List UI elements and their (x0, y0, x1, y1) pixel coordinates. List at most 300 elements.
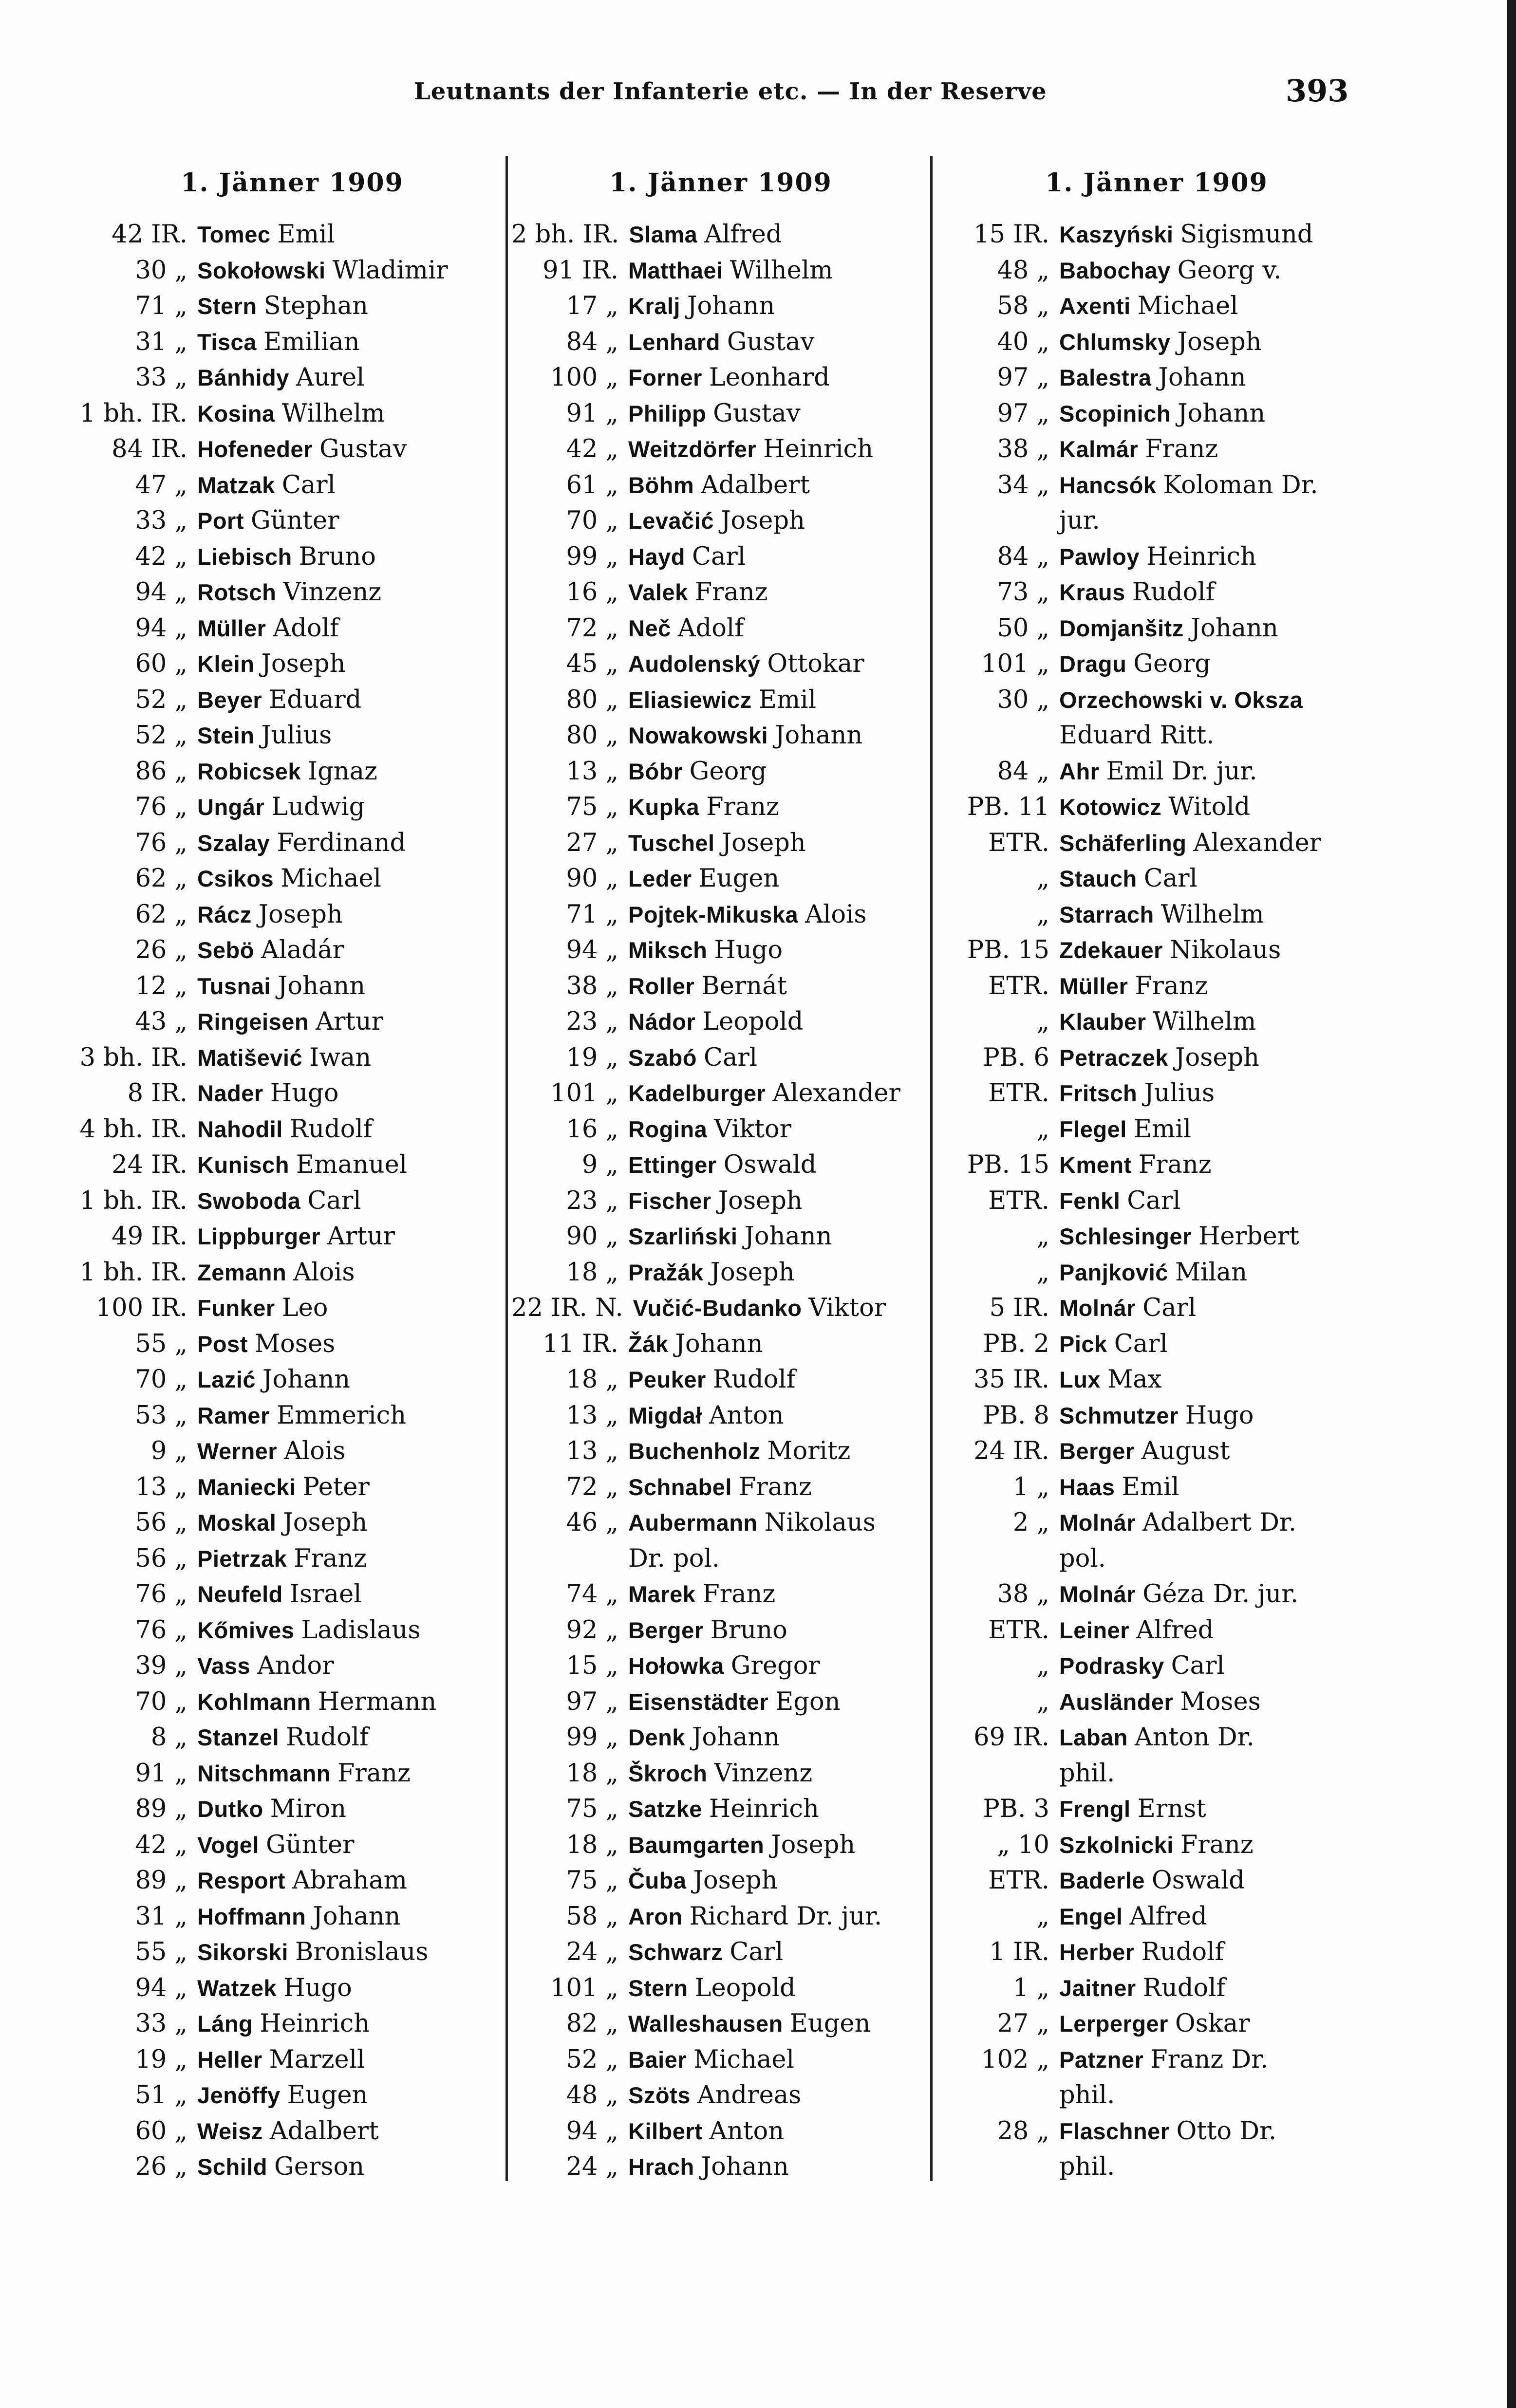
regiment-code: 99 „ (566, 542, 618, 571)
column-2 (511, 168, 930, 2185)
regiment-code: 89 „ (135, 1795, 187, 1823)
regiment-code: 94 „ (566, 936, 618, 964)
given-name: Géza Dr. jur. (1142, 1580, 1299, 1609)
regiment-code: 52 „ (135, 685, 187, 714)
surname: Pojtek-Mikuska (628, 901, 799, 927)
surname: Kralj (628, 293, 680, 319)
given-name: Julius (261, 721, 332, 750)
given-name: Egon (775, 1687, 841, 1716)
given-name: Adalbert (269, 2116, 379, 2146)
surname: Ramer (197, 1402, 270, 1428)
given-name: Rudolf (1141, 1938, 1224, 1966)
list-entry (511, 1934, 930, 1970)
regiment-code: 13 „ (135, 1472, 187, 1501)
given-name: Julius (1144, 1079, 1215, 1108)
list-entry (511, 217, 930, 253)
surname: Dragu (1059, 651, 1127, 677)
list-entry (942, 1863, 1371, 1899)
list-entry (942, 897, 1371, 933)
regiment-code: 58 „ (566, 1902, 618, 1931)
surname: Peuker (628, 1367, 706, 1392)
regiment-code: 97 „ (566, 1687, 618, 1716)
given-name: Carl (281, 470, 336, 500)
surname: Nowakowski (628, 722, 768, 748)
list-entry (511, 1648, 930, 1684)
regiment-code: 42 „ (135, 542, 187, 571)
surname: Starrach (1059, 901, 1154, 927)
given-name: Peter (302, 1472, 370, 1501)
surname: Moskal (197, 1510, 277, 1536)
list-entry (942, 968, 1371, 1004)
surname: Haas (1059, 1474, 1115, 1500)
surname: Aron (628, 1903, 683, 1929)
surname: Čuba (628, 1868, 687, 1893)
list-entry (942, 1970, 1371, 2006)
list-entry (78, 861, 506, 897)
given-name: Anton (709, 1401, 784, 1430)
surname: Tomec (197, 222, 271, 247)
list-entry (511, 646, 930, 682)
surname: Schlesinger (1059, 1223, 1192, 1249)
given-name: Adolf (677, 613, 744, 643)
given-name: Joseph (710, 1258, 795, 1287)
list-entry (511, 1612, 930, 1649)
surname: Molnár (1059, 1581, 1136, 1607)
entry-continuation: jur. (1059, 506, 1100, 535)
given-name: Iwan (309, 1043, 372, 1072)
list-entry (942, 360, 1371, 396)
regiment-code: 33 „ (135, 506, 187, 535)
regiment-code: 60 „ (135, 2116, 187, 2146)
given-name: Gustav (727, 327, 815, 356)
list-entry (78, 503, 506, 539)
surname: Ungár (197, 794, 265, 820)
given-name: Alexander (1193, 828, 1321, 857)
given-name: Carl (1171, 1651, 1225, 1680)
regiment-code: 69 IR. (973, 1723, 1049, 1752)
surname: Herber (1059, 1939, 1135, 1965)
regiment-code: „ (1036, 1258, 1049, 1287)
list-entry (942, 1791, 1371, 1827)
regiment-code: 75 „ (566, 1866, 618, 1895)
surname: Berger (628, 1617, 704, 1643)
given-name: Franz (294, 1544, 367, 1573)
regiment-code: 4 bh. IR. (79, 1114, 187, 1144)
regiment-code: 18 „ (566, 1365, 618, 1394)
regiment-code: 1 „ (1012, 1973, 1049, 2002)
regiment-code: 49 IR. (112, 1222, 187, 1251)
list-entry (942, 1111, 1371, 1148)
regiment-code: 55 „ (135, 1329, 187, 1358)
given-name: Wilhelm (1160, 900, 1264, 929)
regiment-code: 23 „ (566, 1007, 618, 1036)
surname: Vogel (197, 1832, 259, 1858)
given-name: Johann (687, 292, 775, 320)
list-entry (942, 1326, 1371, 1362)
regiment-code: PB. 2 (983, 1329, 1049, 1358)
surname: Szalay (197, 830, 270, 856)
given-name: Leonhard (709, 363, 830, 392)
regiment-code: 38 „ (997, 1580, 1049, 1609)
list-entry (942, 1004, 1371, 1040)
regiment-code: 16 „ (566, 578, 618, 607)
given-name: Otto Dr. (1176, 2116, 1277, 2146)
surname: Werner (197, 1438, 278, 1464)
given-name: Gregor (730, 1651, 820, 1680)
list-entry (511, 1791, 930, 1827)
regiment-code: 82 „ (566, 2009, 618, 2038)
list-entry (942, 682, 1371, 718)
entry-continuation: Dr. pol. (628, 1544, 720, 1573)
entry-list (511, 217, 930, 2185)
regiment-code: 27 „ (997, 2009, 1049, 2038)
given-name: Israel (289, 1580, 362, 1609)
entry-continuation: Eduard Ritt. (1059, 721, 1215, 750)
surname: Kment (1059, 1152, 1132, 1178)
regiment-code: 62 „ (135, 900, 187, 929)
given-name: Leo (281, 1294, 328, 1322)
regiment-code: 24 „ (566, 2152, 618, 2181)
regiment-code: 2 „ (1012, 1508, 1049, 1537)
surname: Audolenský (628, 651, 761, 677)
given-name: August (1141, 1437, 1230, 1465)
surname: Klauber (1059, 1009, 1146, 1035)
surname: Kohlmann (197, 1688, 311, 1715)
regiment-code: 42 IR. (112, 220, 187, 249)
given-name: Max (1107, 1365, 1162, 1394)
list-entry (78, 718, 506, 754)
regiment-code: 97 „ (997, 363, 1049, 392)
column-1 (78, 168, 506, 2185)
list-entry (78, 360, 506, 396)
regiment-code: 43 „ (135, 1007, 187, 1036)
surname: Bóbr (628, 758, 683, 784)
regiment-code: 1 „ (1012, 1472, 1049, 1501)
list-entry (942, 1362, 1371, 1398)
regiment-code: 97 „ (997, 399, 1049, 428)
list-entry (78, 1791, 506, 1827)
list-entry (511, 611, 930, 647)
given-name: Ladislaus (301, 1615, 421, 1645)
regiment-code: 84 „ (566, 327, 618, 356)
given-name: Aladár (261, 936, 344, 964)
given-name: Adolf (273, 613, 339, 643)
given-name: Anton (709, 2116, 785, 2146)
surname: Lerperger (1059, 2011, 1168, 2037)
given-name: Ottokar (767, 649, 864, 678)
list-entry (78, 1004, 506, 1040)
given-name: Vinzenz (714, 1759, 813, 1788)
surname: Stern (197, 293, 257, 319)
list-entry (942, 1183, 1371, 1219)
regiment-code: 72 „ (566, 613, 618, 643)
given-name: Emilian (263, 327, 360, 356)
list-entry (78, 1183, 506, 1219)
given-name: Anton Dr. (1134, 1723, 1254, 1752)
regiment-code: ETR. (988, 1615, 1049, 1645)
given-name: Michael (281, 864, 381, 893)
regiment-code: 100 IR. (95, 1294, 187, 1322)
list-entry (511, 2113, 930, 2149)
given-name: Bruno (710, 1615, 787, 1645)
list-entry (78, 253, 506, 289)
regiment-code: ETR. (988, 1186, 1049, 1215)
regiment-code: 48 „ (997, 256, 1049, 285)
regiment-code: 24 IR. (973, 1437, 1049, 1465)
given-name: Rudolf (286, 1723, 369, 1752)
given-name: Eugen (287, 2081, 368, 2110)
regiment-code: 71 „ (135, 292, 187, 320)
surname: Kaszyński (1059, 222, 1174, 247)
list-entry (942, 217, 1371, 253)
entry-continuation: phil. (1059, 2152, 1115, 2181)
given-name: Johann (692, 1723, 780, 1752)
surname: Schnabel (628, 1474, 732, 1500)
list-entry (511, 932, 930, 968)
regiment-code: „ (1036, 900, 1049, 929)
surname: Buchenholz (628, 1438, 761, 1464)
list-entry (78, 2149, 506, 2185)
surname: Kalmár (1059, 436, 1139, 462)
given-name: Koloman Dr. (1163, 470, 1318, 500)
regiment-code: 86 „ (135, 757, 187, 786)
list-entry (78, 1541, 506, 1577)
given-name: Richard Dr. jur. (689, 1902, 882, 1931)
list-entry (942, 467, 1371, 503)
regiment-code: 3 bh. IR. (79, 1043, 187, 1072)
given-name: Moritz (767, 1437, 851, 1465)
regiment-code: 23 „ (566, 1186, 618, 1215)
given-name: Abraham (292, 1866, 407, 1895)
surname: Szarliński (628, 1223, 738, 1249)
given-name: Franz (337, 1759, 411, 1788)
surname: Engel (1059, 1903, 1123, 1929)
given-name: Franz (1145, 435, 1218, 463)
surname: Post (197, 1331, 248, 1357)
given-name: Alois (284, 1437, 346, 1465)
list-entry (78, 1326, 506, 1362)
column-rule (930, 156, 933, 2181)
surname: Orzechowski v. Oksza (1059, 686, 1303, 713)
regiment-code: 101 „ (550, 1079, 618, 1108)
list-entry (78, 1505, 506, 1541)
entry-continuation: phil. (1059, 1759, 1115, 1788)
regiment-code: 76 „ (135, 1615, 187, 1645)
regiment-code: 94 „ (135, 1973, 187, 2002)
surname: Patzner (1059, 2046, 1144, 2073)
list-entry (78, 2006, 506, 2042)
surname: Tuschel (628, 830, 715, 856)
list-entry (78, 467, 506, 503)
regiment-code: 58 „ (997, 292, 1049, 320)
list-entry (78, 1040, 506, 1076)
regiment-code: 8 IR. (127, 1079, 187, 1108)
regiment-code: 15 IR. (973, 220, 1049, 249)
list-entry (942, 324, 1371, 360)
given-name: Franz (702, 1580, 776, 1609)
list-entry (78, 2042, 506, 2078)
regiment-code: PB. 8 (983, 1401, 1049, 1430)
given-name: Rudolf (1142, 1973, 1226, 2002)
list-entry (511, 1326, 930, 1362)
regiment-code: 46 „ (566, 1508, 618, 1537)
regiment-code: PB. 6 (983, 1043, 1049, 1072)
list-entry (511, 1970, 930, 2006)
surname: Matišević (197, 1044, 303, 1071)
surname: Ahr (1059, 758, 1100, 784)
list-entry (942, 2113, 1371, 2149)
list-entry (78, 431, 506, 467)
list-entry (78, 1362, 506, 1398)
regiment-code: 1 IR. (989, 1938, 1049, 1966)
surname: Ringeisen (197, 1009, 309, 1035)
surname: Valek (628, 579, 688, 605)
given-name: Carl (1127, 1186, 1181, 1215)
regiment-code: ETR. (988, 1079, 1049, 1108)
given-name: Johann (1158, 363, 1246, 392)
surname: Schäferling (1059, 830, 1187, 856)
surname: Berger (1059, 1438, 1135, 1464)
list-entry (942, 1219, 1371, 1255)
given-name: Franz (1180, 1830, 1254, 1859)
given-name: Carl (730, 1938, 784, 1966)
regiment-code: 76 „ (135, 828, 187, 857)
surname: Hancsók (1059, 472, 1157, 498)
surname: Hoffmann (197, 1903, 306, 1929)
surname: Stauch (1059, 866, 1137, 891)
surname: Stein (197, 722, 255, 748)
list-entry (511, 1684, 930, 1720)
list-entry (942, 1827, 1371, 1863)
list-entry (78, 1684, 506, 1720)
regiment-code: PB. 3 (983, 1795, 1049, 1823)
list-entry (942, 1075, 1371, 1111)
regiment-code: PB. 11 (967, 793, 1049, 821)
list-entry (511, 1576, 930, 1612)
given-name: Johann (313, 1902, 401, 1931)
list-entry (511, 360, 930, 396)
regiment-code: 94 „ (566, 2116, 618, 2146)
list-entry (78, 968, 506, 1004)
regiment-code: 84 „ (997, 542, 1049, 571)
list-entry (942, 932, 1371, 968)
list-entry (78, 1863, 506, 1899)
list-entry (511, 1255, 930, 1291)
regiment-code: 13 „ (566, 757, 618, 786)
regiment-code: ETR. (988, 828, 1049, 857)
regiment-code: 76 „ (135, 793, 187, 821)
list-entry (511, 396, 930, 432)
regiment-code: 13 „ (566, 1437, 618, 1465)
list-entry (511, 324, 930, 360)
regiment-code: 70 „ (566, 506, 618, 535)
given-name: Gustav (319, 435, 407, 463)
regiment-code: 5 IR. (989, 1294, 1049, 1322)
given-name: Leopold (702, 1007, 804, 1036)
regiment-code: 55 „ (135, 1938, 187, 1966)
regiment-code: 8 „ (150, 1723, 187, 1752)
surname: Szkolnicki (1059, 1832, 1174, 1858)
given-name: Moses (254, 1329, 336, 1358)
given-name: Rudolf (1132, 578, 1215, 607)
list-entry (942, 646, 1371, 682)
list-entry (511, 1863, 930, 1899)
given-name: Hermann (318, 1687, 437, 1716)
list-entry (511, 1362, 930, 1398)
regiment-code: „ (1036, 1687, 1049, 1716)
given-name: Viktor (714, 1114, 792, 1144)
given-name: Carl (692, 542, 746, 571)
list-entry (942, 2042, 1371, 2078)
given-name: Ernst (1137, 1795, 1206, 1823)
list-entry (511, 1827, 930, 1863)
given-name: Vinzenz (283, 578, 382, 607)
surname: Walleshausen (628, 2011, 783, 2037)
list-entry (78, 1147, 506, 1183)
regiment-code: 47 „ (135, 470, 187, 500)
surname: Vass (197, 1653, 251, 1679)
surname: Rácz (197, 901, 252, 927)
regiment-code: 62 „ (135, 864, 187, 893)
list-entry (78, 1756, 506, 1792)
regiment-code: 27 „ (566, 828, 618, 857)
regiment-code: 30 „ (135, 256, 187, 285)
regiment-code: 24 „ (566, 1938, 618, 1966)
surname: Bánhidy (197, 365, 289, 390)
surname: Zdekauer (1059, 937, 1163, 963)
list-entry (78, 611, 506, 647)
list-entry (942, 288, 1371, 324)
regiment-code: 33 „ (135, 2009, 187, 2038)
given-name: Joseph (771, 1830, 856, 1859)
regiment-code: 18 „ (566, 1759, 618, 1788)
given-name: Emmerich (276, 1401, 407, 1430)
list-entry (942, 1040, 1371, 1076)
regiment-code: „ (1036, 1222, 1049, 1251)
regiment-code: 52 „ (135, 721, 187, 750)
list-entry (942, 611, 1371, 647)
surname: Müller (1059, 973, 1128, 999)
surname: Pawloy (1059, 543, 1140, 570)
regiment-code: 18 „ (566, 1258, 618, 1287)
surname: Leder (628, 866, 692, 891)
given-name: Heinrich (709, 1795, 819, 1823)
list-entry (78, 1899, 506, 1935)
list-entry (511, 1040, 930, 1076)
given-name: Joseph (283, 1508, 368, 1537)
regiment-code: 89 „ (135, 1866, 187, 1895)
regiment-code: 74 „ (566, 1580, 618, 1609)
regiment-code: 38 „ (566, 971, 618, 1000)
regiment-code: 92 „ (566, 1615, 618, 1645)
surname: Maniecki (197, 1474, 296, 1500)
surname: Kilbert (628, 2118, 703, 2144)
surname: Matzak (197, 472, 275, 498)
given-name: Alexander (772, 1079, 900, 1108)
surname: Funker (197, 1295, 275, 1321)
given-name: Franz (1135, 971, 1208, 1000)
regiment-code: 80 „ (566, 721, 618, 750)
given-name: Joseph (1175, 1043, 1259, 1072)
given-name: Emil (277, 220, 335, 249)
given-name: Wladimir (332, 256, 448, 285)
given-name: Bernát (701, 971, 787, 1000)
list-entry (942, 574, 1371, 611)
given-name: Eugen (698, 864, 780, 893)
list-entry (511, 2006, 930, 2042)
regiment-code: 51 „ (135, 2081, 187, 2110)
given-name: Emil Dr. jur. (1106, 757, 1257, 786)
